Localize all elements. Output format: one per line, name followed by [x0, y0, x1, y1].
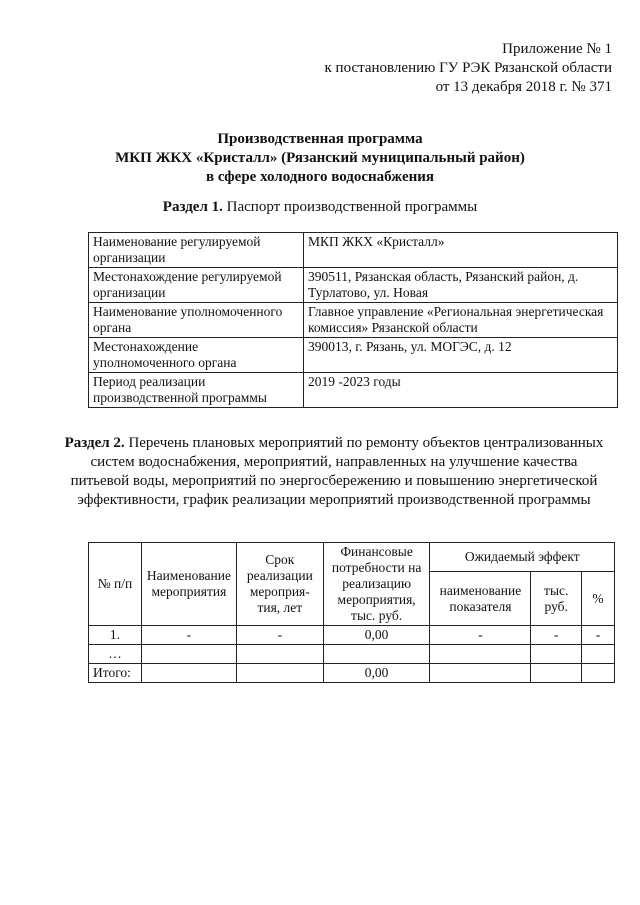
cell-name: - — [141, 626, 236, 645]
col-percent: % — [582, 572, 615, 626]
plan-table — [88, 542, 615, 683]
table-header-row — [89, 543, 615, 572]
total-label: Итого: — [89, 664, 142, 683]
title-line-3: в сфере холодного водоснабжения — [205, 169, 435, 185]
passport-value: 390511, Рязанская область, Рязанский район, д. Турлатово, ул. Новая — [304, 268, 618, 303]
cell-term — [236, 645, 323, 664]
passport-key: Период реализации производственной программы — [89, 373, 304, 408]
col-thousand: тыс. руб. — [531, 572, 582, 626]
passport-table — [88, 232, 618, 408]
table-row — [89, 268, 618, 303]
cell-num: 1. — [89, 626, 142, 645]
col-num: № п/п — [89, 543, 142, 626]
cell-indicator: - — [430, 626, 531, 645]
passport-value: Главное управление «Региональная энергетическая комиссия» Рязанской области — [304, 303, 618, 338]
passport-key: Наименование уполномоченного органа — [89, 303, 304, 338]
table-row — [89, 373, 618, 408]
table-row — [89, 233, 618, 268]
cell-percent: - — [582, 626, 615, 645]
col-effect: Ожидаемый эффект — [430, 543, 615, 572]
table-total-row — [89, 664, 615, 683]
col-name: Наименование мероприятия — [141, 543, 236, 626]
section1-label: Раздел 1. — [162, 199, 223, 215]
section2-label: Раздел 2. — [64, 435, 125, 451]
section1-heading — [0, 199, 640, 216]
cell-thousand: - — [531, 626, 582, 645]
col-indicator: наименование показателя — [430, 572, 531, 626]
appendix-number: Приложение № 1 — [502, 41, 612, 57]
title-line-2: МКП ЖКХ «Кристалл» (Рязанский муниципальный район) — [115, 150, 525, 166]
table-row — [89, 645, 615, 664]
total-finance: 0,00 — [323, 664, 430, 683]
section2-text: Перечень плановых мероприятий по ремонту объектов централизованных систем водоснабжения, мероприятий, направленных на улучшение качества питьевой воды, мероприятий по энергосбережению и повышению энергетической эффективности, график реализации мероприятий производственной программы — [70, 435, 604, 508]
cell-indicator — [430, 645, 531, 664]
title-line-1: Производственная программа — [217, 131, 423, 147]
document-title — [0, 130, 640, 187]
passport-key: Местонахождение уполномоченного органа — [89, 338, 304, 373]
appendix-resolution: к постановлению ГУ РЭК Рязанской области — [324, 60, 612, 76]
passport-key: Наименование регулируемой организации — [89, 233, 304, 268]
table-row — [89, 626, 615, 645]
cell-empty — [141, 664, 236, 683]
cell-percent — [582, 645, 615, 664]
passport-value: 390013, г. Рязань, ул. МОГЭС, д. 12 — [304, 338, 618, 373]
col-term: Срок реализации мероприя-тия, лет — [236, 543, 323, 626]
appendix-date: от 13 декабря 2018 г. № 371 — [435, 79, 612, 95]
cell-name — [141, 645, 236, 664]
section1-text: Паспорт производственной программы — [226, 199, 478, 215]
cell-empty — [430, 664, 531, 683]
cell-num: … — [89, 645, 142, 664]
cell-empty — [582, 664, 615, 683]
cell-empty — [236, 664, 323, 683]
passport-value: 2019 -2023 годы — [304, 373, 618, 408]
appendix-header — [325, 40, 612, 97]
table-row — [89, 338, 618, 373]
passport-key: Местонахождение регулируемой организации — [89, 268, 304, 303]
cell-term: - — [236, 626, 323, 645]
cell-finance: 0,00 — [323, 626, 430, 645]
cell-empty — [531, 664, 582, 683]
cell-finance — [323, 645, 430, 664]
table-row — [89, 303, 618, 338]
section2-heading — [60, 434, 608, 510]
cell-thousand — [531, 645, 582, 664]
col-finance: Финансовые потребности на реализацию мероприятия, тыс. руб. — [323, 543, 430, 626]
passport-value: МКП ЖКХ «Кристалл» — [304, 233, 618, 268]
